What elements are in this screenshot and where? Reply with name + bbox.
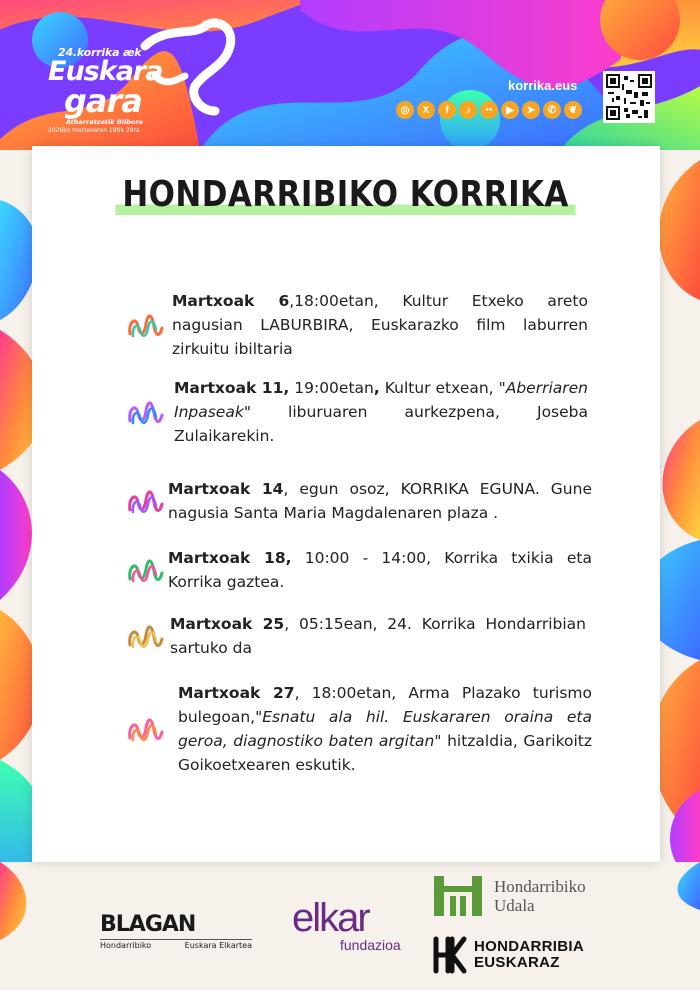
elkar-logo[interactable] bbox=[292, 896, 401, 953]
heusk-line1: HONDARRIBIA bbox=[474, 938, 584, 955]
udala-logo[interactable] bbox=[432, 874, 586, 918]
whatsapp-icon[interactable]: ✆ bbox=[543, 101, 561, 119]
event-date: Martxoak 11, bbox=[174, 379, 290, 397]
event-description: 10:00 - 14:00, Korrika txikia eta Korrika gaztea. bbox=[168, 549, 592, 591]
heusk-line2: EUSKARAZ bbox=[474, 954, 560, 971]
blagan-sub-right: Euskara Elkartea bbox=[184, 941, 252, 950]
korrika-logo[interactable] bbox=[40, 14, 240, 134]
squiggle-icon bbox=[124, 712, 168, 746]
event-date: Martxoak 14 bbox=[168, 480, 284, 498]
event-item bbox=[124, 612, 594, 660]
event-item bbox=[124, 477, 594, 525]
event-item bbox=[124, 681, 594, 777]
hk-monogram-icon bbox=[432, 935, 468, 975]
event-separator: , bbox=[373, 379, 380, 397]
facebook-icon[interactable]: f bbox=[438, 101, 456, 119]
udala-line2: Udala bbox=[494, 896, 535, 915]
page-title: HONDARRIBIKO KORRIKA bbox=[116, 174, 576, 215]
blagan-name: BLAGAN bbox=[100, 912, 196, 937]
logo-route: Atharratzetik Bilbora bbox=[66, 118, 143, 126]
youtube-icon[interactable]: ▶ bbox=[501, 101, 519, 119]
event-description: , egun osoz, KORRIKA EGUNA. Gune nagusia Santa Maria Magdalenaren plaza . bbox=[168, 480, 592, 522]
event-description: ,18:00etan, Kultur Etxeko areto nagusian LABURBIRA, Euskarazko film laburren zirkuitu ibiltaria bbox=[172, 292, 588, 358]
x-icon[interactable]: X bbox=[417, 101, 435, 119]
logo-dates: 2026ko martxoaren 19tik 29ra bbox=[48, 127, 140, 134]
site-url-link[interactable]: korrika.eus bbox=[508, 78, 578, 93]
event-description: , 05:15ean, 24. Korrika Hondarribian sartuko da bbox=[170, 615, 586, 657]
udala-emblem-icon bbox=[432, 874, 484, 918]
event-time: 19:00etan bbox=[289, 379, 374, 397]
event-location: Kultur etxean, bbox=[379, 379, 499, 397]
instagram-icon[interactable]: ◎ bbox=[396, 101, 414, 119]
blagan-sub-left: Hondarribiko bbox=[100, 941, 152, 950]
event-talk-title: "Esnatu ala hil. Euskararen oraina eta geroa, diagnostiko baten argitan" bbox=[178, 708, 592, 750]
squiggle-icon bbox=[124, 553, 168, 587]
logo-euskara: Euskara bbox=[48, 56, 163, 87]
qr-code[interactable] bbox=[603, 71, 655, 123]
event-description: liburuaren aurkezpena, Joseba Zulaikarekin. bbox=[174, 403, 588, 445]
event-time-location: , 18:00etan, Arma Plazako turismo bulegoan, bbox=[178, 684, 592, 726]
event-date: Martxoak 27 bbox=[178, 684, 295, 702]
event-date: Martxoak 6 bbox=[172, 292, 290, 310]
qr-code-icon bbox=[606, 74, 652, 120]
event-date: Martxoak 25 bbox=[170, 615, 285, 633]
event-description: hitzaldia, Garikoitz Goikoetxearen eskutik. bbox=[178, 732, 593, 774]
telegram-icon[interactable]: ➤ bbox=[522, 101, 540, 119]
event-item bbox=[124, 376, 594, 448]
elkar-sub: fundazioa bbox=[340, 937, 401, 953]
event-book-title: "Aberriaren Inpaseak" bbox=[174, 379, 588, 421]
korrika-edition: 24.korrika æk bbox=[58, 46, 142, 59]
event-panel bbox=[32, 146, 660, 862]
logo-gara: gara bbox=[64, 82, 142, 120]
tiktok-icon[interactable]: ♪ bbox=[459, 101, 477, 119]
elkar-name: elkar bbox=[292, 896, 369, 940]
hondarribia-euskaraz-logo[interactable] bbox=[432, 935, 584, 975]
squiggle-icon bbox=[124, 619, 168, 653]
event-item bbox=[124, 289, 594, 361]
squiggle-icon bbox=[124, 484, 168, 518]
udala-line1: Hondarribiko bbox=[494, 877, 586, 896]
squiggle-icon bbox=[124, 308, 168, 342]
squiggle-icon bbox=[124, 395, 168, 429]
social-icons-row bbox=[396, 101, 582, 119]
event-item bbox=[124, 546, 594, 594]
blagan-logo[interactable] bbox=[100, 912, 270, 950]
bluesky-icon[interactable]: ❦ bbox=[564, 101, 582, 119]
event-date: Martxoak 18, bbox=[168, 549, 292, 567]
flickr-icon[interactable]: ●● bbox=[480, 101, 498, 119]
